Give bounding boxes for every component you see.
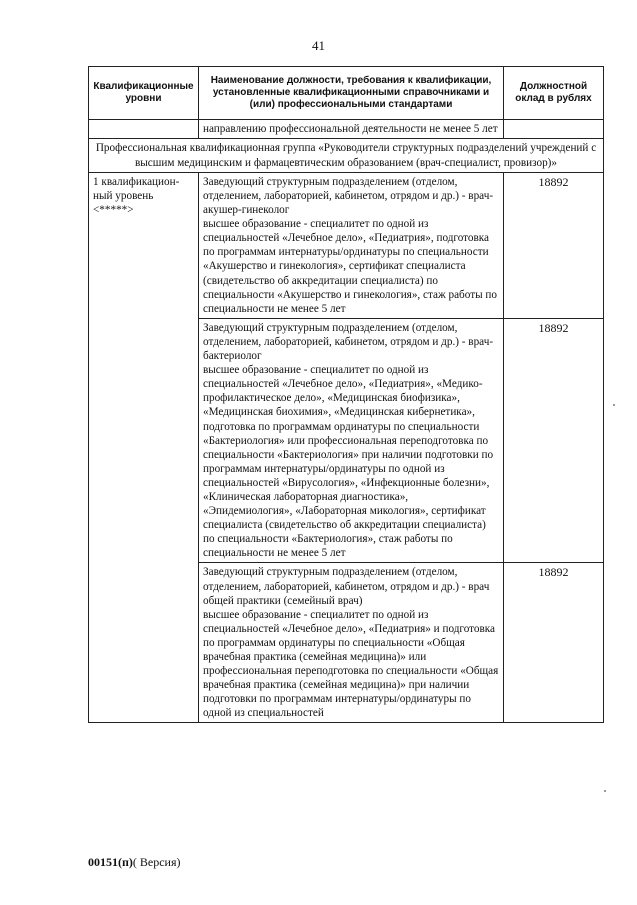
document-footer [88,855,181,870]
qualification-level-label: 1 квалификацион- ный уровень <*****> [89,172,199,723]
group-heading-row [89,139,604,173]
header-position-name: Наименование должности, требования к квалификации, установленные квалификационными справочниками и (или) профессиональными стандартами [199,67,504,120]
position-cell [199,172,504,318]
group-heading: Профессиональная квалификационная группа «Руководители структурных подразделений учреждений с высшим медицинским и фармацевтическим образованием (врач-специалист, провизор)» [89,139,604,173]
continuation-text: направлению профессиональной деятельности не менее 5 лет [199,120,504,139]
position-requirements: высшее образование - специалитет по одной из специальностей «Лечебное дело», «Педиатрия», «Медико-профилактическое дело», «Медицинская биофизика», «Медицинская биохимия», «Медицинская кибернетика», подготовка по программам ординатуры по специальности «Бактериология» или профессиональная переподготовка по специальности «Бактериология» при наличии подготовки по программам интернатуры/ординатуры по одной из специальностей «Вирусология», «Инфекционные болезни», «Клиническая лабораторная диагностика», «Эпидемиология», «Лабораторная микология», сертификат специалиста (свидетельство об аккредитации специалиста) по специальности «Бактериология», стаж работы по специальности не менее 5 лет [203,364,494,560]
position-cell [199,563,504,723]
salary-value: 18892 [504,563,604,723]
scan-speck [604,790,606,792]
position-requirements: высшее образование - специалитет по одной из специальностей «Лечебное дело», «Педиатрия», подготовка по программам интернатуры/ординатуры по специальности «Акушерство и гинекология», сертификат специалиста (свидетельство об аккредитации специалиста) по специальности «Акушерство и гинекология», стаж работы по специальности не менее 5 лет [203,218,497,315]
position-requirements: высшее образование - специалитет по одной из специальностей «Лечебное дело», «Педиатрия» и подготовка по программам ординатуры по специальности «Общая врачебная практика (семейная медицина)» или профессиональная переподготовка по специальности «Общая врачебная практика (семейная медицина)» при наличии подготовки по программам интернатуры/ординатуры по одной из специальностей [203,608,499,720]
table-row [89,172,604,318]
continuation-empty-cell [89,120,199,139]
header-salary: Должностной оклад в рублях [504,67,604,120]
table-header-row [89,67,604,120]
header-qualification-levels: Квалификационные уровни [89,67,199,120]
position-title: Заведующий структурным подразделением (отделом, отделением, лабораторией, кабинетом, отрядом и др.) - врач общей практики (семейный врач) [203,566,490,607]
continuation-row [89,120,604,139]
qualification-table [88,66,604,723]
continuation-salary-cell [504,120,604,139]
salary-value: 18892 [504,172,604,318]
scan-speck [613,404,615,406]
position-title: Заведующий структурным подразделением (отделом, отделением, лабораторией, кабинетом, отрядом и др.) - врач-бактериолог [203,321,494,363]
document-code: 00151(п) [88,855,133,869]
salary-value: 18892 [504,318,604,563]
page-number: 41 [312,38,325,53]
document-version: ( Версия) [132,855,181,869]
position-title: Заведующий структурным подразделением (отделом, отделением, лабораторией, кабинетом, отрядом и др.) - врач-акушер-гинеколог [203,175,494,217]
position-cell [199,318,504,563]
